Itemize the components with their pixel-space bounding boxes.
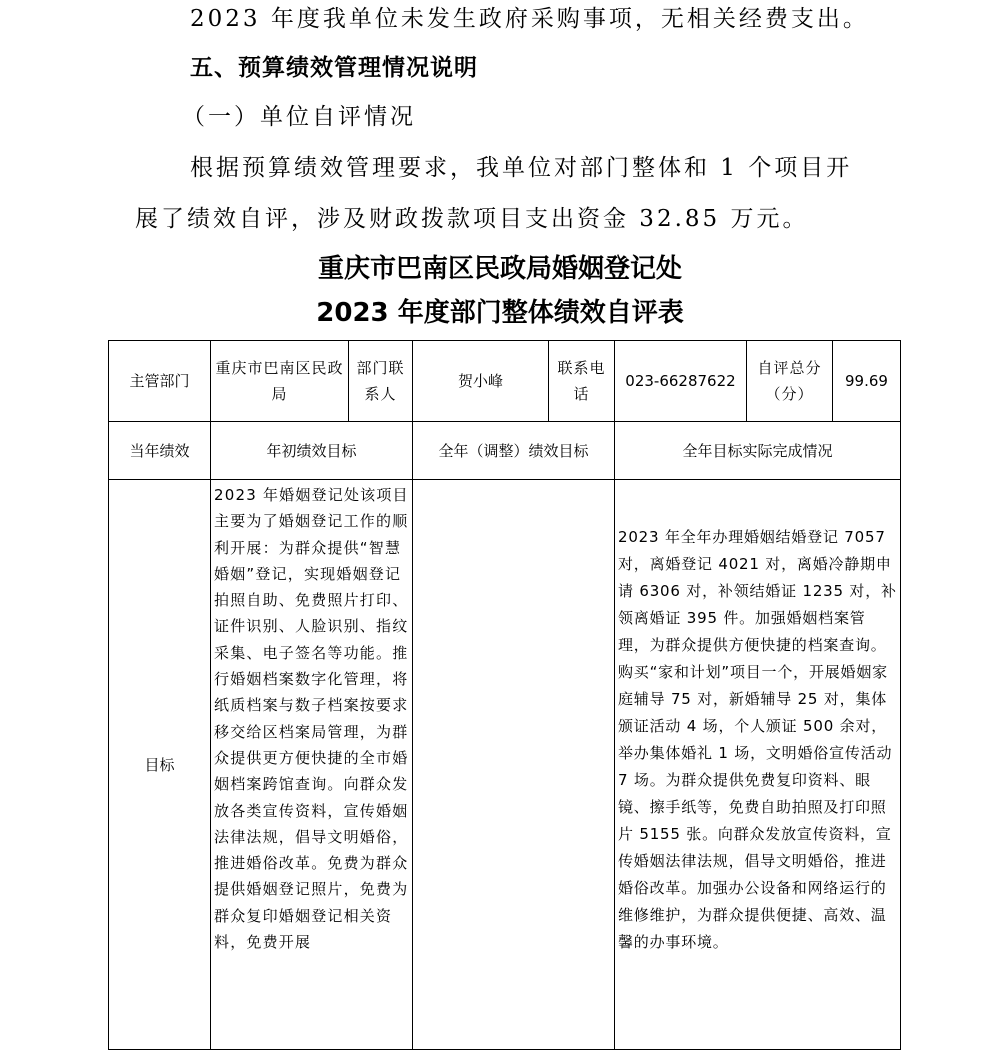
- column-header-actual-completion: 全年目标实际完成情况: [615, 422, 901, 480]
- paragraph-procurement: 2023 年度我单位未发生政府采购事项，无相关经费支出。: [190, 6, 869, 32]
- phone-value-cell: 023-66287622: [615, 341, 747, 422]
- table-row: [109, 422, 901, 480]
- dept-label-cell: 主管部门: [109, 341, 211, 422]
- column-header-initial-goal: 年初绩效目标: [211, 422, 413, 480]
- initial-goal-text: 2023 年婚姻登记处该项目主要为了婚姻登记工作的顺利开展：为群众提供“智慧婚姻”登记，实现婚姻登记拍照自助、免费照片打印、证件识别、人脸识别、指纹采集、电子签名等功能。推行婚姻档案数字化管理，将纸质档案与数子档案按要求移交给区档案局管理，为群众提供更方便快捷的全市婚姻档案跨馆查询。向群众发放各类宣传资料，宣传婚姻法律法规，倡导文明婚俗，推进婚俗改革。免费为群众提供婚姻登记照片，免费为群众复印婚姻登记相关资料，免费开展: [214, 486, 409, 952]
- initial-goal-cell: [211, 480, 413, 1050]
- performance-table: [108, 340, 901, 1050]
- score-label-cell: 自评总分（分）: [747, 341, 833, 422]
- adjusted-goal-cell: [413, 480, 615, 1050]
- subsection-heading-1: （一）单位自评情况: [182, 104, 416, 130]
- score-value-cell: 99.69: [833, 341, 901, 422]
- table-title-line1: 重庆市巴南区民政局婚姻登记处: [317, 254, 682, 284]
- table-title-line2: 2023 年度部门整体绩效自评表: [316, 298, 684, 328]
- paragraph-self-eval-line2: 展了绩效自评，涉及财政拨款项目支出资金 32.85 万元。: [135, 206, 809, 232]
- table-row: [109, 480, 901, 1050]
- actual-completion-text: 2023 年全年办理婚姻结婚登记 7057 对，离婚登记 4021 对，离婚冷静期申请 6306 对，补领结婚证 1235 对，补领离婚证 395 件。加强婚姻档案管理，为群众提供方便快捷的档案查询。购买“家和计划”项目一个，开展婚姻家庭辅导 75 对，新婚辅导 25 对，集体颁证活动 4 场，个人颁证 500 余对，举办集体婚礼 1 场，文明婚俗宣传活动 7 场。为群众提供免费复印资料、眼镜、擦手纸等，免费自助拍照及打印照片 5155 张。向群众发放宣传资料，宣传婚姻法律法规，倡导文明婚俗，推进婚俗改革。加强办公设备和网络运行的维修维护，为群众提供便捷、高效、温馨的办事环境。: [618, 528, 897, 951]
- section-heading-5: 五、预算绩效管理情况说明: [190, 55, 478, 81]
- paragraph-self-eval-line1: 根据预算绩效管理要求，我单位对部门整体和 1 个项目开: [190, 155, 853, 181]
- table-row: [109, 341, 901, 422]
- phone-label-cell: 联系电话: [549, 341, 615, 422]
- column-header-adjusted-goal: 全年（调整）绩效目标: [413, 422, 615, 480]
- contact-label-cell: 部门联系人: [349, 341, 413, 422]
- goal-row-label: 目标: [109, 480, 211, 1050]
- contact-value-cell: 贺小峰: [413, 341, 549, 422]
- actual-completion-cell: [615, 480, 901, 1050]
- dept-value-cell: 重庆市巴南区民政局: [211, 341, 349, 422]
- column-header-current-performance: 当年绩效: [109, 422, 211, 480]
